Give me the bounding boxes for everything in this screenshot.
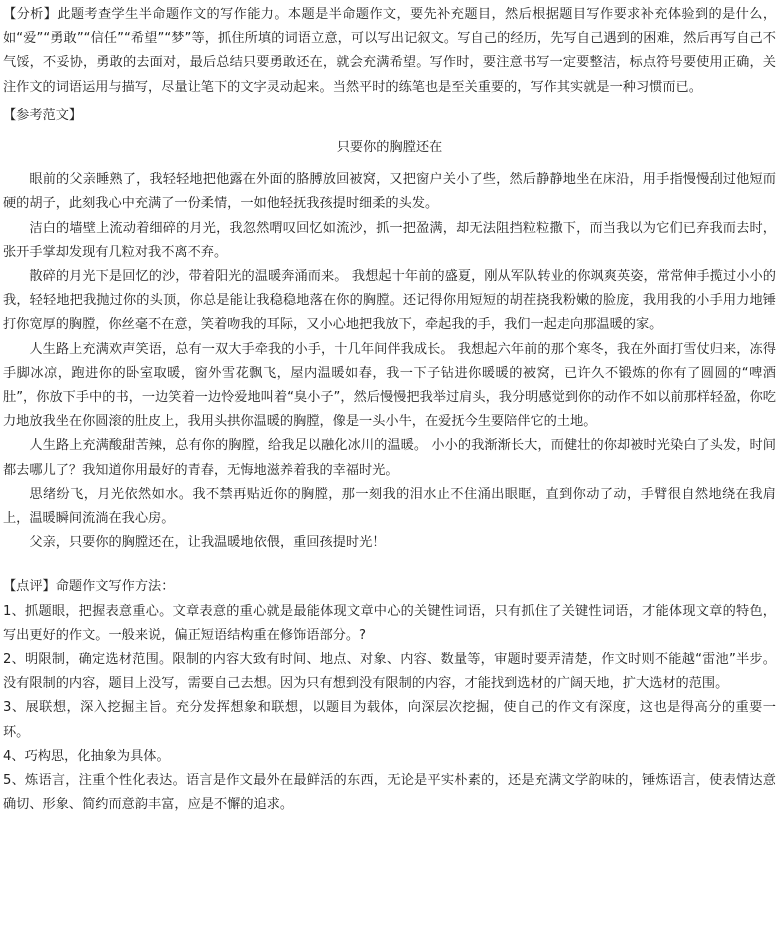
essay-paragraph-1: 眼前的父亲睡熟了，我轻轻地把他露在外面的胳膊放回被窝，又把窗户关小了些，然后静静地坐在床沿，用手指慢慢刮过他短而硬的胡子，此刻我心中充满了一份柔情，一如他轻抚我孩提时细柔的头发。 — [3, 172, 776, 212]
comment-item-2: 2、明限制，确定选材范围。限制的内容大致有时间、地点、对象、内容、数量等，审题时要弄清楚，作文时则不能越“雷池”半步。没有限制的内容，题目上没写，需要自己去想。因为只有想到没有限制的内容，才能找到选材的广阔天地，扩大选材的范围。 — [3, 652, 776, 692]
analysis-label: 【分析】 — [3, 7, 58, 22]
essay-paragraph-5: 人生路上充满酸甜苦辣，总有你的胸膛，给我足以融化冰川的温暖。 小小的我渐渐长大，而健壮的你却被时光染白了头发，时间都去哪儿了？我知道你用最好的青春，无悔地滋养着我的幸福时光。 — [3, 438, 776, 478]
comment-label: 【点评】 — [3, 579, 56, 595]
essay-paragraph-3: 散碎的月光下是回忆的沙，带着阳光的温暖奔涌而来。 我想起十年前的盛夏，刚从军队转业的你飒爽英姿，常常伸手揽过小小的我，轻轻地把我抛过你的头顶，你总是能让我稳稳地落在你的胸膛。还记得你用短短的胡茬挠我粉嫩的脸庞，我用我的小手用力地锤打你宽厚的胸膛，你丝毫不在意，笑着吻我的耳际，又小心地把我放下，牵起我的手，我们一起走向那温暖的家。 — [3, 269, 776, 333]
comment-item-1: 1、抓题眼，把握表意重心。文章表意的重心就是最能体现文章中心的关键性词语，只有抓住了关键性词语，才能体现文章的特色，写出更好的作文。一般来说，偏正短语结构重在修饰语部分。? — [3, 603, 776, 643]
essay-title: 只要你的胸膛还在 — [336, 140, 443, 156]
essay-paragraph-7: 父亲，只要你的胸膛还在，让我温暖地依偎，重回孩提时光！ — [29, 535, 386, 551]
comment-intro: 命题作文写作方法： — [55, 579, 175, 595]
analysis-paragraph — [3, 3, 776, 100]
comment-item-3: 3、展联想，深入挖掘主旨。充分发挥想象和联想，以题目为载体，向深层次挖掘，使自己的作文有深度，这也是得高分的重要一环。 — [3, 700, 776, 740]
reference-label: 【参考范文】 — [3, 107, 83, 123]
essay-paragraph-4: 人生路上充满欢声笑语，总有一双大手牵我的小手，十几年间伴我成长。 我想起六年前的那个寒冬，我在外面打雪仗归来，冻得手脚冰凉，跑进你的卧室取暖，窗外雪花飘飞，屋内温暖如春，我一下子钻进你暖暖的被窝，已许久不锻炼的你有了圆圆的“啤酒肚”，你放下手中的书，一边笑着一边怜爱地叫着“臭小子”，然后慢慢把我举过肩头，我分明感觉到你的动作不如以前那样轻盈，你吃力地放我坐在你圆滚的肚皮上，我用头拱你温暖的胸膛，像是一头小牛，在爱抚今生要陪伴它的土地。 — [3, 341, 776, 430]
comment-item-5: 5、炼语言，注重个性化表达。语言是作文最外在最鲜活的东西，无论是平实朴素的，还是充满文学韵味的，锤炼语言，使表情达意确切、形象、简约而意韵丰富，应是不懈的追求。 — [3, 773, 776, 813]
essay-paragraph-2: 洁白的墙壁上流动着细碎的月光，我忽然喟叹回忆如流沙，抓一把盈满，却无法阻挡粒粒撒下，而当我以为它们已弃我而去时，张开手掌却发现有几粒对我不离不弃。 — [3, 220, 776, 260]
analysis-text: 此题考查学生半命题作文的写作能力。本题是半命题作文，要先补充题目，然后根据题目写作要求补充体验到的是什么，如“爱”“勇敢”“信任”“希望”“梦”等，抓住所填的词语立意，可以写出记叙文。写自己的经历，先写自己遇到的困难，然后再写自己不气馁，不妥协，勇敢的去面对，最后总结只要勇敢还在，就会充满希望。写作时，要注意书写一定要整洁，标点符号要使用正确，关注作文的词语运用与描写，尽量让笔下的文字灵动起来。当然平时的练笔也是至关重要的，写作其实就是一种习惯而已。 — [3, 7, 777, 95]
comment-item-4: 4、巧构思，化抽象为具体。 — [3, 748, 170, 764]
essay-paragraph-6: 思绪纷飞，月光依然如水。我不禁再贴近你的胸膛，那一刻我的泪水止不住涌出眼眶，直到你动了动，手臂很自然地绕在我肩上，温暖瞬间流淌在我心房。 — [3, 486, 776, 527]
comment-heading — [3, 575, 776, 599]
